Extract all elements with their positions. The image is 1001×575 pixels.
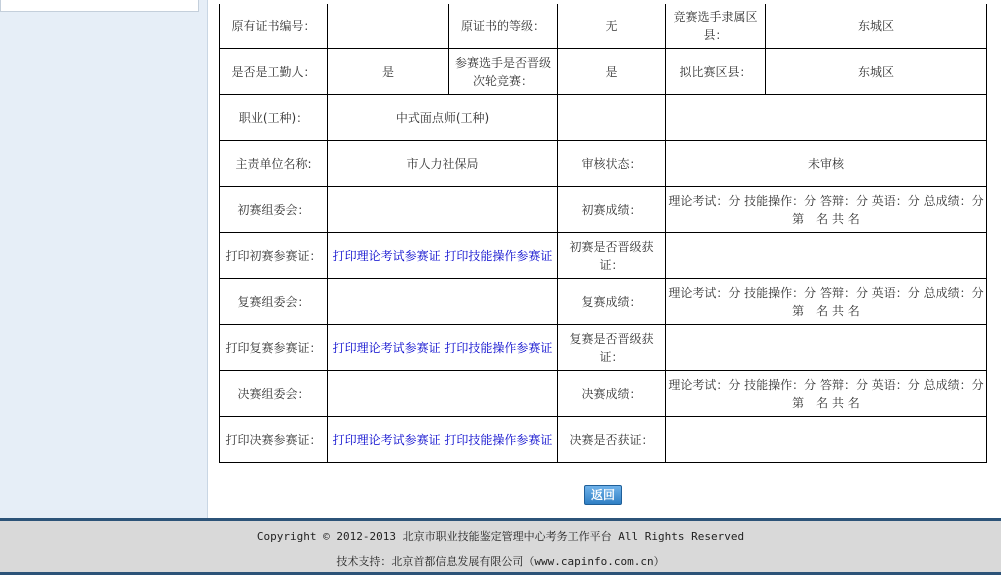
table-row <box>220 95 987 141</box>
semifinal-score-label: 复赛成绩： <box>558 279 666 325</box>
print-skill-pass-link[interactable]: 打印技能操作参赛证 <box>444 340 553 355</box>
original-cert-level-label: 原证书的等级： <box>449 4 558 49</box>
is-worker-label: 是否是工勤人： <box>220 49 328 95</box>
semifinal-committee-value <box>328 279 558 325</box>
back-button[interactable]: 返回 <box>584 485 622 505</box>
left-sidebar <box>0 0 208 518</box>
table-row <box>220 187 987 233</box>
original-cert-no-value <box>328 4 449 49</box>
semifinal-certified-value <box>666 325 987 371</box>
preliminary-certified-value <box>666 233 987 279</box>
semifinal-certified-label: 复赛是否晋级获证： <box>558 325 666 371</box>
empty-cell <box>558 95 666 141</box>
review-status-label: 审核状态： <box>558 141 666 187</box>
table-row <box>220 141 987 187</box>
responsible-unit-label: 主责单位名称: <box>220 141 328 187</box>
main-content <box>209 0 1001 518</box>
final-certified-value <box>666 417 987 463</box>
print-theory-pass-link[interactable]: 打印理论考试参赛证 <box>332 340 441 355</box>
original-cert-no-label: 原有证书编号： <box>220 4 328 49</box>
table-row <box>220 371 987 417</box>
print-theory-pass-link[interactable]: 打印理论考试参赛证 <box>332 248 441 263</box>
preliminary-certified-label: 初赛是否晋级获证： <box>558 233 666 279</box>
print-semifinal-pass-links <box>328 325 558 371</box>
advance-next-round-value: 是 <box>558 49 666 95</box>
preliminary-score-value: 理论考试：分 技能操作：分 答辩：分 英语：分 总成绩：分 第 名 共 名 <box>666 187 987 233</box>
contestant-district-label: 竞赛选手隶属区县： <box>666 4 766 49</box>
is-worker-value: 是 <box>328 49 449 95</box>
contestant-info-table <box>219 4 987 463</box>
tech-support-text: 技术支持：北京首都信息发展有限公司（www.capinfo.com.cn） <box>336 555 665 568</box>
original-cert-level-value: 无 <box>558 4 666 49</box>
preliminary-committee-value <box>328 187 558 233</box>
final-score-label: 决赛成绩： <box>558 371 666 417</box>
copyright-text: Copyright © 2012-2013 北京市职业技能鉴定管理中心考务工作平台 All Rights Reserved <box>256 530 745 543</box>
occupation-label: 职业(工种)： <box>220 95 328 141</box>
final-score-value: 理论考试：分 技能操作：分 答辩：分 英语：分 总成绩：分 第 名 共 名 <box>666 371 987 417</box>
advance-next-round-label: 参赛选手是否晋级次轮竞赛： <box>449 49 558 95</box>
semifinal-score-value: 理论考试：分 技能操作：分 答辩：分 英语：分 总成绩：分 第 名 共 名 <box>666 279 987 325</box>
semifinal-committee-label: 复赛组委会： <box>220 279 328 325</box>
occupation-value: 中式面点师(工种) <box>328 95 558 141</box>
final-committee-value <box>328 371 558 417</box>
contestant-district-value: 东城区 <box>766 4 987 49</box>
final-committee-label: 决赛组委会： <box>220 371 328 417</box>
empty-cell <box>666 95 987 141</box>
table-row <box>220 4 987 49</box>
print-semifinal-pass-label: 打印复赛参赛证： <box>220 325 328 371</box>
page-footer <box>0 518 1001 575</box>
planned-district-value: 东城区 <box>766 49 987 95</box>
preliminary-score-label: 初赛成绩： <box>558 187 666 233</box>
table-row <box>220 279 987 325</box>
table-row <box>220 417 987 463</box>
print-final-pass-label: 打印决赛参赛证： <box>220 417 328 463</box>
responsible-unit-value: 市人力社保局 <box>328 141 558 187</box>
preliminary-committee-label: 初赛组委会： <box>220 187 328 233</box>
planned-district-label: 拟比赛区县： <box>666 49 766 95</box>
print-skill-pass-link[interactable]: 打印技能操作参赛证 <box>444 248 553 263</box>
print-theory-pass-link[interactable]: 打印理论考试参赛证 <box>332 432 441 447</box>
print-preliminary-pass-label: 打印初赛参赛证： <box>220 233 328 279</box>
table-row <box>220 233 987 279</box>
final-certified-label: 决赛是否获证： <box>558 417 666 463</box>
table-row <box>220 49 987 95</box>
print-final-pass-links <box>328 417 558 463</box>
sidebar-panel <box>0 0 199 12</box>
print-preliminary-pass-links <box>328 233 558 279</box>
review-status-value: 未审核 <box>666 141 987 187</box>
print-skill-pass-link[interactable]: 打印技能操作参赛证 <box>444 432 553 447</box>
table-row <box>220 325 987 371</box>
